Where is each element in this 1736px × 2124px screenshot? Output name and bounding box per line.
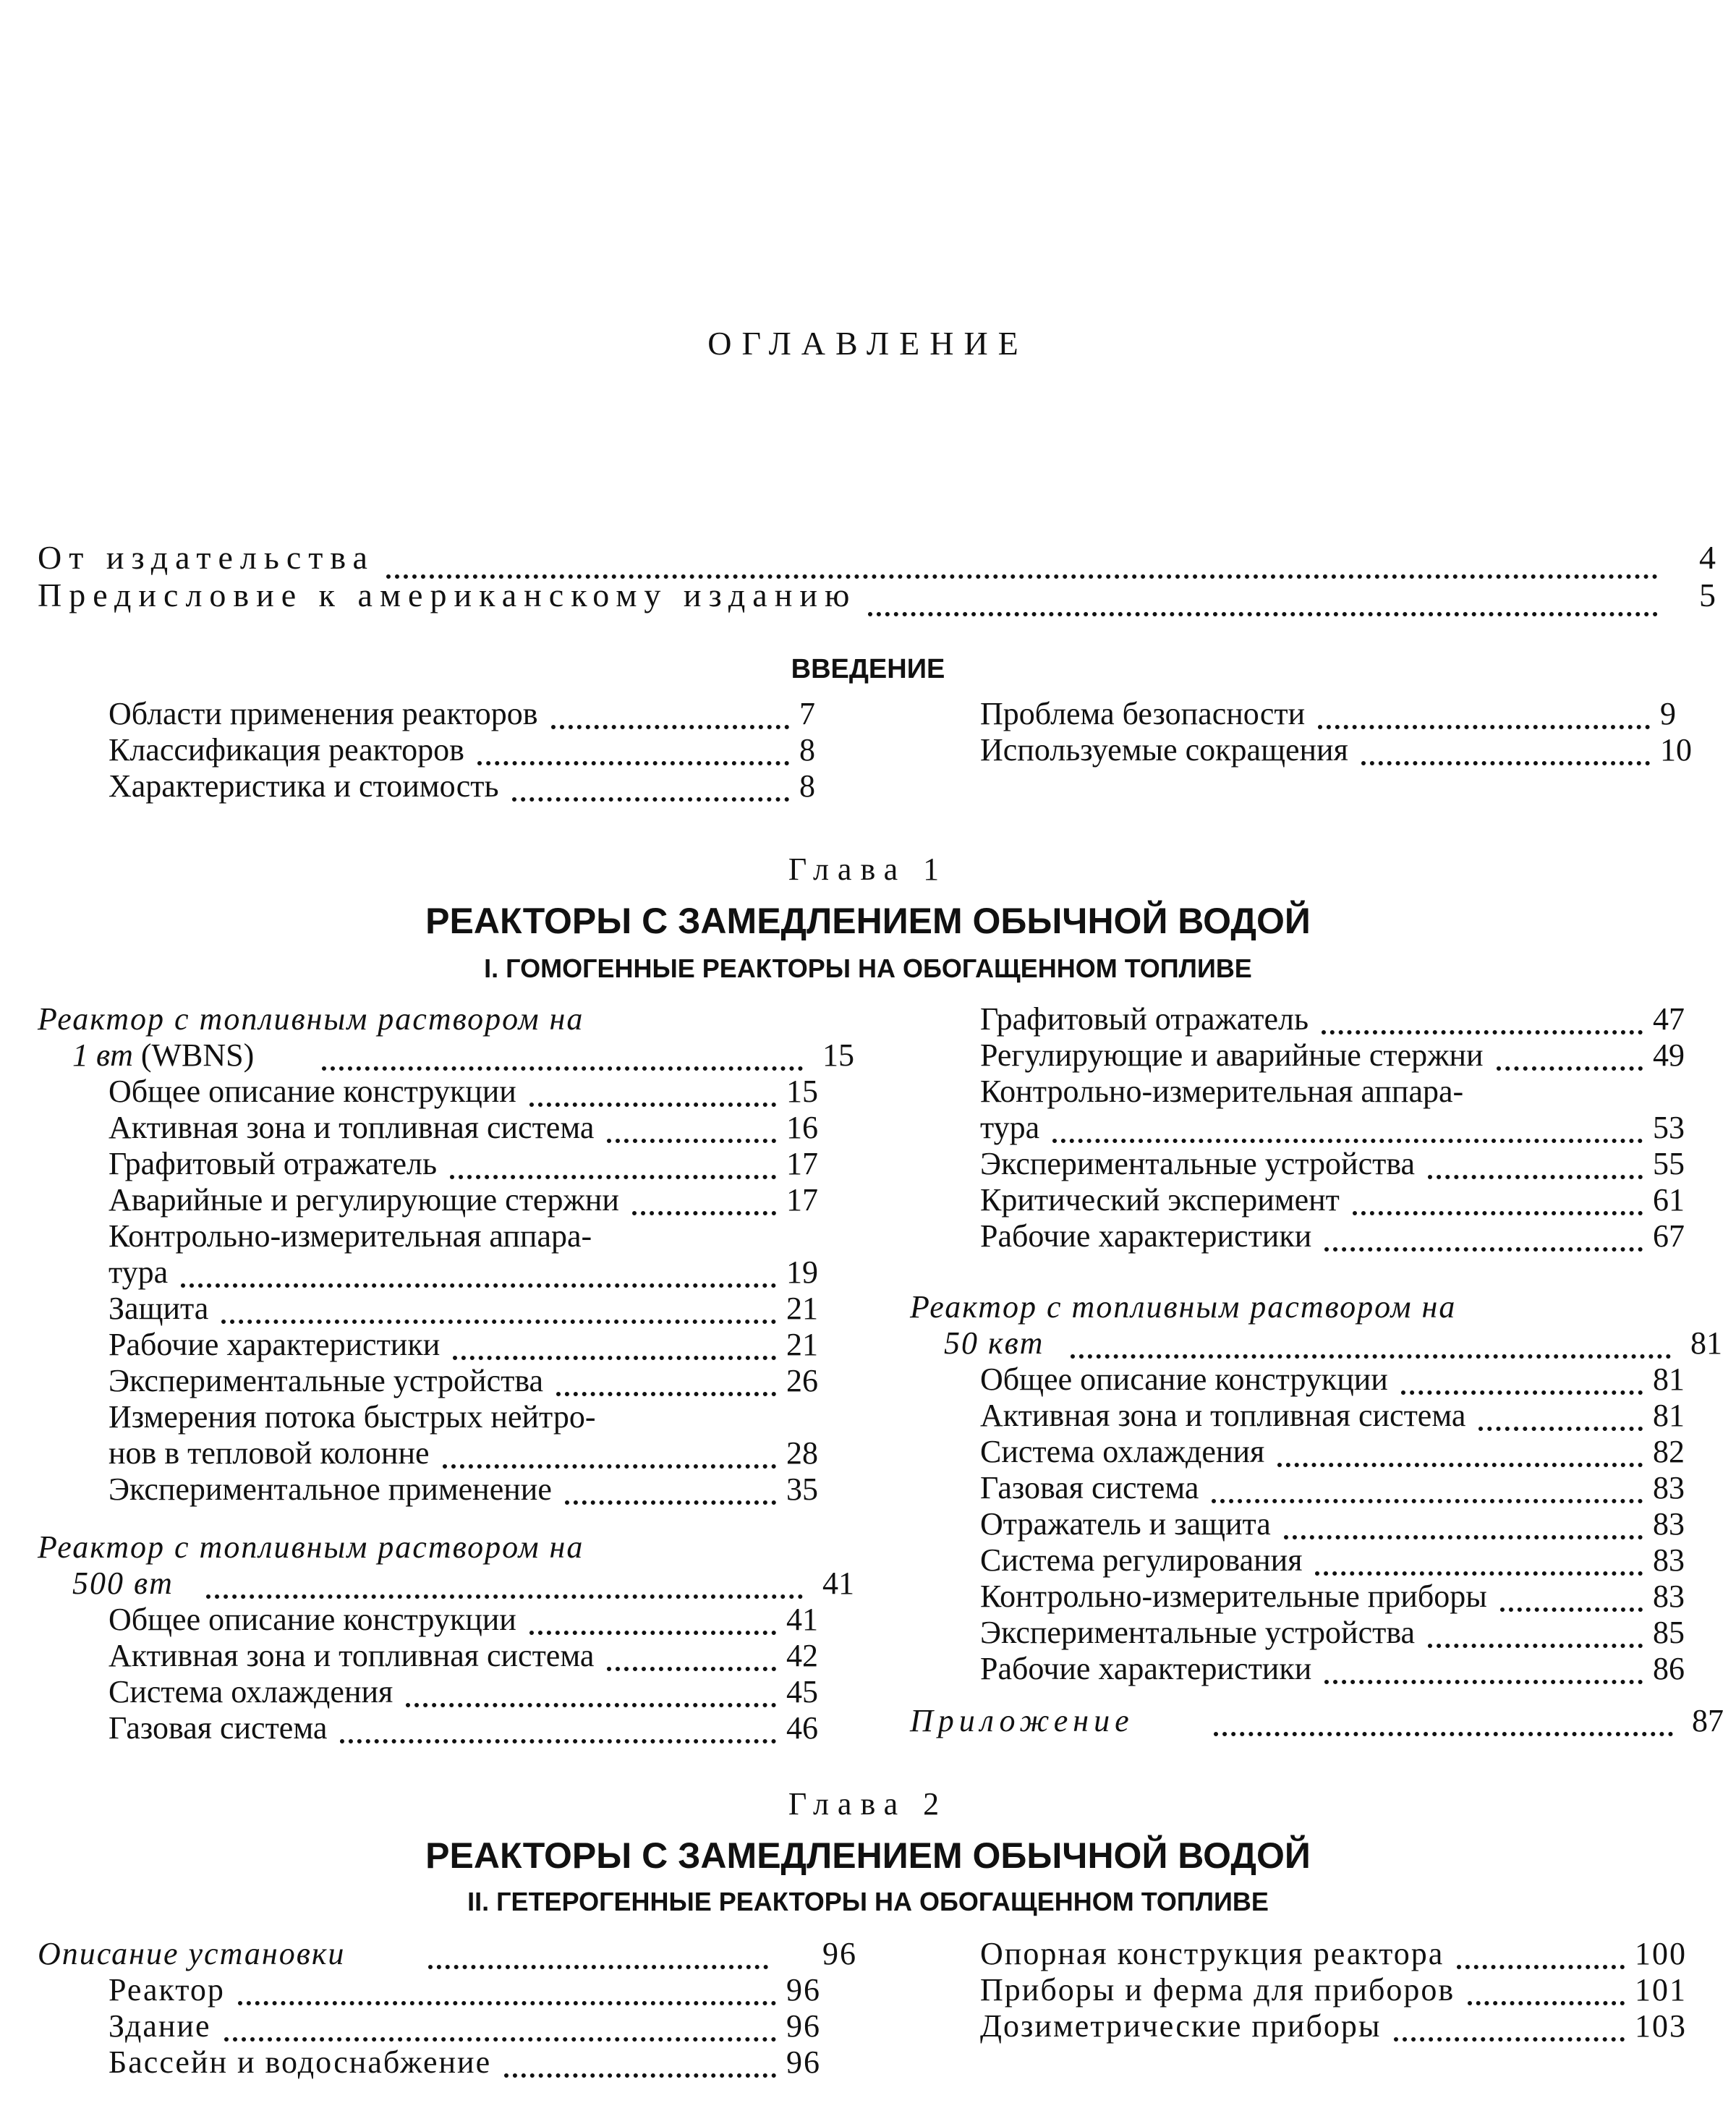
leader-dots xyxy=(238,1972,776,2005)
toc-page-number: 53 xyxy=(1653,1110,1685,1145)
leader-dots xyxy=(406,1674,776,1707)
leader-dots xyxy=(477,732,789,765)
toc-entry[interactable] xyxy=(980,1074,1725,1110)
toc-page-number: 87 xyxy=(1692,1703,1724,1738)
toc-page-number: 9 xyxy=(1660,696,1676,731)
toc-page-number: 101 xyxy=(1635,1972,1687,2008)
toc-page-number: 28 xyxy=(786,1435,818,1471)
toc-page-number: 8 xyxy=(799,768,815,804)
chapter2-subtitle: II. ГЕТЕРОГЕННЫЕ РЕАКТОРЫ НА ОБОГАЩЕННОМ ТОПЛИВЕ xyxy=(467,1887,1269,1916)
reactor-heading-line: Реактор с топливным раствором на xyxy=(38,1529,584,1565)
toc-page-number: 7 xyxy=(799,696,815,731)
leader-dots xyxy=(1052,1110,1643,1143)
reactor-code-label: (WBNS) xyxy=(140,1037,255,1073)
toc-entry-label: Система охлаждения xyxy=(980,1434,1265,1469)
reactor-heading-line: 500 вт xyxy=(72,1566,174,1601)
toc-entry[interactable] xyxy=(980,1542,1725,1579)
leader-dots xyxy=(1212,1470,1643,1503)
toc-page-number: 15 xyxy=(822,1037,854,1073)
toc-page-number: 83 xyxy=(1653,1579,1685,1614)
toc-entry-label: Дозиметрические приборы xyxy=(980,2008,1382,2044)
toc-page-number: 41 xyxy=(822,1566,854,1601)
leader-dots xyxy=(1401,1362,1643,1395)
leader-dots xyxy=(868,587,1658,616)
toc-entry-label: Активная зона и топливная система xyxy=(980,1398,1466,1433)
toc-entry-label: Здание xyxy=(109,2008,211,2044)
toc-page-number: 96 xyxy=(822,1936,857,1971)
toc-page-number: 21 xyxy=(786,1327,818,1362)
leader-dots xyxy=(1468,1972,1625,2005)
toc-entry[interactable] xyxy=(980,1615,1725,1651)
leader-dots xyxy=(1497,1037,1643,1071)
toc-page-number: 17 xyxy=(786,1146,818,1181)
appendix-entry[interactable] xyxy=(910,1703,1724,1739)
toc-page-number: 100 xyxy=(1635,1936,1687,1971)
leader-dots xyxy=(1214,1703,1673,1736)
leader-dots xyxy=(504,2044,776,2078)
leader-dots xyxy=(224,2008,776,2042)
leader-dots xyxy=(1361,732,1650,765)
leader-dots xyxy=(453,1327,776,1360)
chapter1-title: РЕАКТОРЫ С ЗАМЕДЛЕНИЕМ ОБЫЧНОЙ ВОДОЙ xyxy=(425,901,1311,941)
toc-page-number: 83 xyxy=(1653,1470,1685,1505)
toc-page-number: 96 xyxy=(786,1972,821,2008)
leader-dots xyxy=(632,1182,776,1215)
toc-entry-label: Система охлаждения xyxy=(109,1674,393,1709)
toc-entry-publisher[interactable] xyxy=(38,538,1716,580)
leader-dots xyxy=(529,1602,776,1635)
toc-entry[interactable] xyxy=(980,1146,1725,1182)
toc-entry-label: Общее описание конструкции xyxy=(109,1602,516,1637)
toc-entry-preface[interactable] xyxy=(38,576,1716,618)
toc-page-number: 10 xyxy=(1660,732,1692,768)
toc-page-number: 67 xyxy=(1653,1218,1685,1254)
toc-page-number: 86 xyxy=(1653,1651,1685,1686)
leader-dots xyxy=(529,1074,776,1107)
toc-entry[interactable] xyxy=(109,768,872,804)
toc-page-number: 49 xyxy=(1653,1037,1685,1073)
toc-entry[interactable] xyxy=(109,2044,859,2081)
toc-page-number: 85 xyxy=(1653,1615,1685,1650)
toc-entry-label: Общее описание конструкции xyxy=(980,1362,1388,1397)
leader-dots xyxy=(556,1363,776,1396)
toc-entry[interactable] xyxy=(980,1506,1725,1542)
leader-dots xyxy=(1324,1218,1643,1252)
leader-dots xyxy=(1457,1936,1625,1969)
toc-entry-label: Используемые сокращения xyxy=(980,732,1348,768)
toc-entry-label: Рабочие характеристики xyxy=(980,1218,1312,1254)
toc-entry[interactable] xyxy=(980,1470,1725,1506)
toc-entry-label: Контрольно-измерительная аппара- xyxy=(980,1074,1464,1109)
toc-entry[interactable] xyxy=(980,1182,1725,1218)
toc-page-number: 45 xyxy=(786,1674,818,1709)
toc-entry-label: Реактор xyxy=(109,1972,225,2008)
toc-entry[interactable] xyxy=(980,1218,1725,1254)
toc-entry[interactable] xyxy=(980,1110,1725,1146)
leader-dots xyxy=(1353,1182,1643,1215)
toc-entry[interactable] xyxy=(109,1110,859,1146)
toc-entry[interactable] xyxy=(109,732,872,768)
toc-entry[interactable] xyxy=(109,1471,859,1508)
toc-entry-label: Активная зона и топливная система xyxy=(109,1110,595,1145)
leader-dots xyxy=(1277,1434,1643,1467)
leader-dots xyxy=(1428,1615,1643,1648)
reactor-heading-line: Реактор с топливным раствором на xyxy=(38,1001,584,1037)
toc-entry[interactable] xyxy=(980,732,1732,768)
page-title: ОГЛАВЛЕНИЕ xyxy=(707,325,1029,362)
toc-page-number: 81 xyxy=(1690,1325,1722,1361)
leader-dots xyxy=(1394,2008,1625,2042)
leader-dots xyxy=(428,1936,768,1969)
toc-entry[interactable] xyxy=(980,1362,1725,1398)
toc-page-number: 16 xyxy=(786,1110,818,1145)
chapter1-subtitle: I. ГОМОГЕННЫЕ РЕАКТОРЫ НА ОБОГАЩЕННОМ ТОПЛИВЕ xyxy=(484,953,1252,983)
toc-entry-label: Газовая система xyxy=(980,1470,1199,1505)
toc-entry[interactable] xyxy=(980,1972,1707,2008)
toc-page-number: 35 xyxy=(786,1471,818,1507)
toc-page-number: 46 xyxy=(786,1710,818,1746)
leader-dots xyxy=(443,1435,776,1469)
toc-entry[interactable] xyxy=(980,1037,1725,1074)
toc-page-number: 96 xyxy=(786,2008,821,2044)
toc-entry-label: Экспериментальные устройства xyxy=(109,1363,544,1398)
toc-page-number: 47 xyxy=(1653,1001,1685,1037)
toc-entry[interactable] xyxy=(109,1291,859,1327)
toc-entry[interactable] xyxy=(980,1398,1725,1434)
toc-entry[interactable] xyxy=(109,1674,859,1710)
leader-dots xyxy=(551,696,789,729)
leader-dots xyxy=(1322,1001,1643,1035)
toc-page-number: 103 xyxy=(1635,2008,1687,2044)
toc-entry[interactable] xyxy=(980,1936,1707,1972)
toc-entry-label: Классификация реакторов xyxy=(109,732,464,768)
chapter2-label: Глава 2 xyxy=(788,1786,948,1822)
toc-entry-label: Экспериментальное применение xyxy=(109,1471,552,1507)
toc-entry[interactable] xyxy=(980,1434,1725,1470)
toc-page-number: 82 xyxy=(1653,1434,1685,1469)
toc-entry-label: Области применения реакторов xyxy=(109,696,538,731)
reactor-heading-line: Реактор с топливным раствором на xyxy=(910,1289,1457,1325)
toc-entry-label: Газовая система xyxy=(109,1710,328,1746)
leader-dots xyxy=(1500,1579,1643,1612)
toc-entry-label: Критический эксперимент xyxy=(980,1182,1340,1218)
toc-entry-label: тура xyxy=(109,1254,169,1290)
toc-entry[interactable] xyxy=(980,2008,1707,2044)
toc-entry[interactable] xyxy=(109,1254,859,1291)
leader-dots xyxy=(1324,1651,1643,1684)
toc-entry[interactable] xyxy=(109,1074,859,1110)
toc-entry-label: Контрольно-измерительные приборы xyxy=(980,1579,1487,1614)
leader-dots xyxy=(322,1037,803,1071)
leader-dots xyxy=(1071,1325,1671,1359)
toc-entry-label: Защита xyxy=(109,1291,209,1326)
toc-entry[interactable] xyxy=(109,1435,859,1471)
toc-entry[interactable] xyxy=(109,1363,859,1399)
leader-dots xyxy=(607,1638,776,1671)
toc-entry-label: Регулирующие и аварийные стержни xyxy=(980,1037,1484,1073)
toc-entry-label: Предисловие к американскому изданию xyxy=(38,577,857,613)
leader-dots xyxy=(340,1710,776,1743)
toc-page-number: 81 xyxy=(1653,1362,1685,1397)
toc-page-number: 61 xyxy=(1653,1182,1685,1218)
toc-entry-label: Отражатель и защита xyxy=(980,1506,1271,1542)
leader-dots xyxy=(386,550,1658,579)
toc-page-number: 26 xyxy=(786,1363,818,1398)
toc-page-number: 83 xyxy=(1653,1506,1685,1542)
reactor-50kw-heading-cont[interactable] xyxy=(944,1325,1722,1362)
toc-entry-label: Аварийные и регулирующие стержни xyxy=(109,1182,619,1218)
toc-entry-label: нов в тепловой колонне xyxy=(109,1435,430,1471)
reactor-50kw-heading[interactable] xyxy=(910,1289,1706,1325)
reactor-500w-heading[interactable] xyxy=(38,1529,833,1566)
toc-page-number: 8 xyxy=(799,732,815,768)
toc-entry[interactable] xyxy=(109,1710,859,1746)
toc-page-number: 41 xyxy=(786,1602,818,1637)
leader-dots xyxy=(450,1146,776,1179)
toc-page-number: 42 xyxy=(786,1638,818,1673)
leader-dots xyxy=(181,1254,776,1288)
toc-entry-label: Экспериментальные устройства xyxy=(980,1615,1416,1650)
installation-heading-label: Описание установки xyxy=(38,1936,346,1971)
leader-dots xyxy=(1318,696,1650,729)
toc-page-number: 55 xyxy=(1653,1146,1685,1181)
toc-entry-label: Система регулирования xyxy=(980,1542,1303,1578)
toc-page-number: 17 xyxy=(786,1182,818,1218)
toc-entry[interactable] xyxy=(109,696,872,732)
chapter1-label: Глава 1 xyxy=(788,851,948,887)
toc-entry-label: Контрольно-измерительная аппара- xyxy=(109,1218,592,1254)
leader-dots xyxy=(565,1471,776,1505)
toc-entry-label: Бассейн и водоснабжение xyxy=(109,2044,492,2080)
toc-entry-label: Рабочие характеристики xyxy=(980,1651,1312,1686)
toc-entry[interactable] xyxy=(109,1327,859,1363)
toc-entry-label: Рабочие характеристики xyxy=(109,1327,441,1362)
toc-page-number: 5 xyxy=(1699,577,1716,613)
toc-entry[interactable] xyxy=(109,1182,859,1218)
leader-dots xyxy=(1478,1398,1643,1431)
toc-entry[interactable] xyxy=(109,1218,859,1254)
toc-entry-label: Графитовый отражатель xyxy=(109,1146,438,1181)
toc-page-number: 81 xyxy=(1653,1398,1685,1433)
toc-entry-label: Проблема безопасности xyxy=(980,696,1306,731)
reactor-1w-heading-cont[interactable] xyxy=(72,1037,854,1074)
toc-entry-label: Графитовый отражатель xyxy=(980,1001,1309,1037)
toc-entry-label: Общее описание конструкции xyxy=(109,1074,516,1109)
toc-entry-label: Активная зона и топливная система xyxy=(109,1638,595,1673)
reactor-500w-heading-cont[interactable] xyxy=(72,1566,854,1602)
toc-entry[interactable] xyxy=(109,1399,859,1435)
leader-dots xyxy=(607,1110,776,1143)
reactor-1w-heading[interactable] xyxy=(38,1001,833,1037)
toc-entry-label: Измерения потока быстрых нейтро- xyxy=(109,1399,596,1435)
toc-page-number: 15 xyxy=(786,1074,818,1109)
appendix-label: Приложение xyxy=(910,1703,1134,1738)
toc-page-number: 83 xyxy=(1653,1542,1685,1578)
leader-dots xyxy=(1428,1146,1643,1179)
reactor-heading-line: 50 квт xyxy=(944,1325,1044,1361)
toc-entry[interactable] xyxy=(109,1146,859,1182)
leader-dots xyxy=(206,1566,803,1599)
intro-heading: ВВЕДЕНИЕ xyxy=(791,654,945,684)
toc-entry[interactable] xyxy=(109,2008,859,2044)
reactor-power-label: 1 вт xyxy=(72,1037,133,1073)
toc-entry[interactable] xyxy=(980,696,1732,732)
leader-dots xyxy=(1315,1542,1643,1576)
toc-entry-label: Характеристика и стоимость xyxy=(109,768,499,804)
leader-dots xyxy=(221,1291,776,1324)
toc-entry[interactable] xyxy=(109,1602,859,1638)
toc-entry[interactable] xyxy=(980,1651,1725,1687)
toc-page-number: 21 xyxy=(786,1291,818,1326)
toc-entry-label: От издательства xyxy=(38,539,375,576)
chapter2-title: РЕАКТОРЫ С ЗАМЕДЛЕНИЕМ ОБЫЧНОЙ ВОДОЙ xyxy=(425,1835,1311,1876)
toc-entry[interactable] xyxy=(980,1579,1725,1615)
toc-entry-label: Приборы и ферма для приборов xyxy=(980,1972,1455,2008)
toc-entry-label: тура xyxy=(980,1110,1040,1145)
leader-dots xyxy=(1284,1506,1643,1539)
toc-entry[interactable] xyxy=(980,1001,1725,1037)
leader-dots xyxy=(512,768,789,802)
toc-entry-label: Опорная конструкция реактора xyxy=(980,1936,1444,1971)
installation-heading[interactable] xyxy=(38,1936,857,1972)
toc-page-number: 4 xyxy=(1699,539,1716,576)
toc-page-number: 96 xyxy=(786,2044,821,2080)
toc-entry-label: Экспериментальные устройства xyxy=(980,1146,1416,1181)
toc-entry[interactable] xyxy=(109,1972,859,2008)
reactor-heading-line xyxy=(72,1037,254,1074)
toc-page-number: 19 xyxy=(786,1254,818,1290)
toc-entry[interactable] xyxy=(109,1638,859,1674)
